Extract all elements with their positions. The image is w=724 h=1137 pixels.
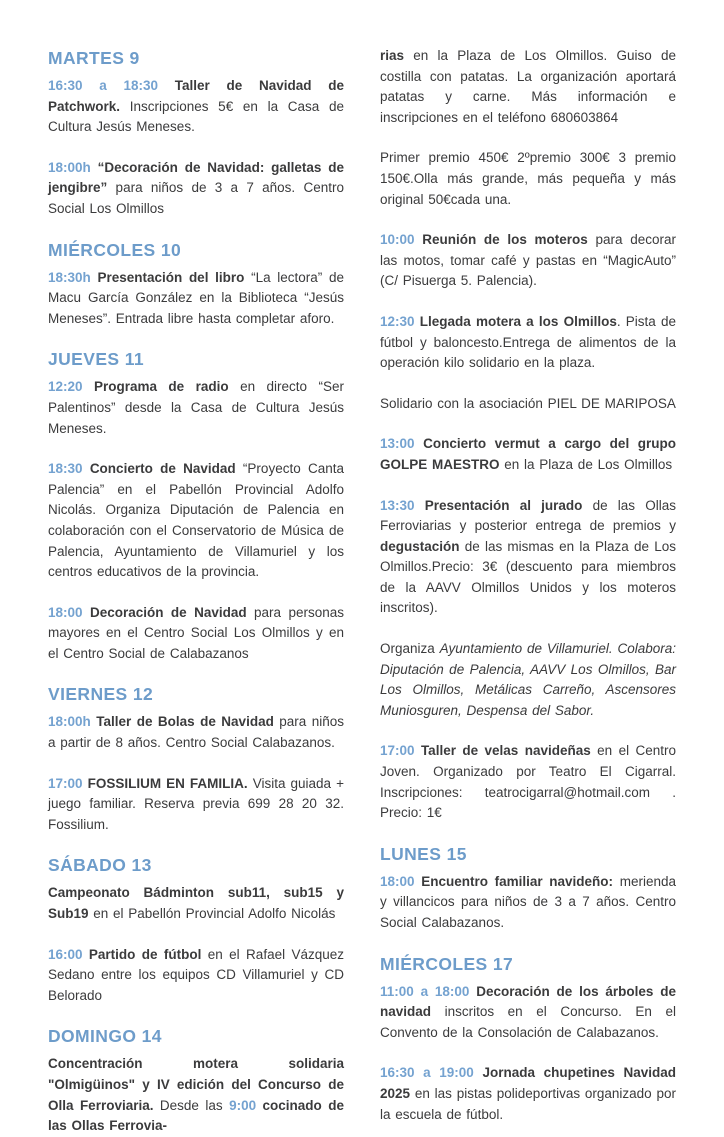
- event-paragraph: [48, 712, 344, 753]
- event-paragraph: [380, 741, 676, 823]
- text-run: Taller de Navidad de Patchwork.: [48, 78, 344, 114]
- text-run: merienda y villancicos para niños de 3 a 7 años. Centro Social Calabazanos.: [380, 873, 676, 930]
- day-heading: SÁBADO 13: [48, 855, 152, 876]
- text-run: para niños a partir de 8 años. Centro Social Calabazanos.: [48, 714, 345, 751]
- event-time: 12:20: [48, 379, 94, 395]
- day-heading: JUEVES 11: [48, 349, 145, 370]
- event-time: 17:00: [48, 775, 88, 791]
- text-run: Jornada chupetines Navidad 2025: [380, 1065, 676, 1101]
- event-paragraph: [380, 312, 676, 374]
- day-heading: VIERNES 12: [48, 684, 154, 705]
- text-run: Organiza: [380, 641, 440, 657]
- text-run: inscritos en el Concurso. En el Convento de la Consolación de Calabazanos.: [380, 1004, 676, 1040]
- text-run: Partido de fútbol: [88, 946, 202, 962]
- text-run: Concierto vermut a cargo del grupo GOLPE MAESTRO: [380, 436, 676, 472]
- text-run: Llegada motera a los Olmillos: [419, 313, 617, 329]
- event-time: 18:30: [48, 461, 90, 477]
- text-run: Decoración de los árboles de navidad: [380, 983, 676, 1020]
- text-run: de las mismas en la Plaza de Los Olmillos.Precio: 3€ (descuento para miembros de la AAVV Olmillos Unidos y los moteros inscritos).: [380, 538, 676, 616]
- event-time: 12:30: [380, 313, 420, 329]
- event-paragraph: [48, 774, 344, 836]
- text-run: cocinado de las Ollas Ferrovia-: [48, 1097, 344, 1134]
- text-run: Ayuntamiento de Villamuriel. Colabora: Diputación de Palencia, AAVV Los Olmillos, Bar Los Olmillos, Metálicas Carreño, Ascensores Muniosguren, Despensa del Sabor.: [380, 641, 677, 718]
- event-paragraph: [380, 394, 676, 415]
- left-column: [48, 46, 345, 1134]
- text-run: Taller de velas navideñas: [420, 743, 591, 759]
- event-paragraph: [48, 603, 344, 665]
- text-run: para decorar las motos, tomar café y pastas en “MagicAuto” (C/ Pisuerga 5. Palencia).: [380, 232, 676, 289]
- event-time: 11:00 a 18:00: [380, 983, 477, 999]
- text-run: en directo “Ser Palentinos” desde la Casa de Cultura Jesús Meneses.: [48, 379, 344, 436]
- event-paragraph: [48, 377, 344, 439]
- event-time: 18:30h: [48, 269, 98, 285]
- event-time: 13:30: [380, 497, 425, 513]
- text-run: para niños de 3 a 7 años. Centro Social Los Olmillos: [48, 180, 344, 216]
- event-paragraph: [380, 434, 676, 475]
- text-run: Primer premio 450€ 2ºpremio 300€ 3 premio 150€.Olla más grande, más pequeña y más original 50€cada una.: [380, 150, 676, 207]
- day-heading: MIÉRCOLES 10: [48, 239, 182, 260]
- text-run: en la Plaza de Los Olmillos: [499, 456, 673, 472]
- text-run: Presentación al jurado: [424, 497, 583, 513]
- text-run: Decoración de Navidad: [89, 604, 247, 620]
- text-run: Solidario con la asociación PIEL DE MARIPOSA: [380, 395, 676, 411]
- event-time: 18:00h: [48, 159, 98, 175]
- text-run: Programa de radio: [93, 379, 229, 395]
- day-heading: LUNES 15: [380, 843, 467, 864]
- event-paragraph: [380, 46, 676, 128]
- event-time: 9:00: [229, 1097, 257, 1113]
- text-run: degustación: [380, 538, 460, 554]
- event-time: 16:00: [48, 946, 89, 962]
- event-time: 16:30 a 19:00: [380, 1065, 483, 1081]
- text-run: “La lectora” de Macu García González en la Biblioteca “Jesús Meneses”. Entrada libre hasta completar aforo.: [48, 269, 344, 326]
- event-time: 16:30 a 18:30: [48, 78, 175, 93]
- day-heading: DOMINGO 14: [48, 1026, 162, 1047]
- text-run: Taller de Bolas de Navidad: [96, 714, 274, 730]
- text-run: Concentración motera solidaria "Olmigüinos" y IV edición del Concurso de Olla Ferroviaria.: [48, 1056, 344, 1113]
- text-run: para personas mayores en el Centro Social Los Olmillos y en el Centro Social de Calabazanos: [48, 604, 344, 661]
- text-run: Desde las: [153, 1097, 230, 1113]
- event-paragraph: [380, 230, 676, 292]
- event-paragraph: [48, 158, 344, 220]
- text-run: Concierto de Navidad: [89, 461, 236, 477]
- event-time: 10:00: [380, 232, 423, 248]
- text-run: en la Plaza de Los Olmillos. Guiso de costilla con patatas. La organización aportará patatas y carne. Más información e inscripciones en el teléfono 680603864: [380, 48, 676, 125]
- event-paragraph: [48, 883, 344, 924]
- day-heading: MARTES 9: [48, 48, 140, 68]
- text-run: . Pista de fútbol y baloncesto.Entrega de alimentos de la operación kilo solidario en la plaza.: [380, 313, 677, 371]
- event-paragraph: [380, 872, 676, 934]
- right-column: [380, 46, 677, 1122]
- event-paragraph: [48, 268, 344, 330]
- event-paragraph: [48, 1054, 344, 1136]
- text-run: de las Ollas Ferroviarias y posterior entrega de premios y: [380, 497, 676, 534]
- text-run: “Decoración de Navidad: galletas de jengibre”: [48, 159, 344, 196]
- text-run: Presentación del libro: [97, 269, 245, 285]
- text-run: en el Pabellón Provincial Adolfo Nicolás: [88, 906, 336, 922]
- event-time: 18:00h: [48, 714, 97, 730]
- event-paragraph: [380, 1063, 676, 1125]
- event-time: 17:00: [380, 743, 421, 759]
- text-run: en el Centro Joven. Organizado por Teatro El Cigarral. Inscripciones: teatrocigarral@hotmail.com . Precio: 1€: [380, 743, 677, 821]
- text-run: en las pistas polideportivas organizado por la escuela de fútbol.: [380, 1085, 676, 1122]
- event-time: 18:00: [380, 873, 422, 889]
- text-run: rias: [380, 48, 405, 63]
- event-paragraph: [380, 148, 676, 210]
- text-run: “Proyecto Canta Palencia” en el Pabellón Provincial Adolfo Nicolás. Organiza Diputación de Palencia en colaboración con el Conservatorio de Música de Palencia, Ayuntamiento de Villamuriel y los centros educativos de la provincia.: [48, 461, 345, 580]
- text-run: Visita guiada + juego familiar. Reserva previa 699 28 20 32. Fossilium.: [48, 775, 344, 832]
- text-run: Reunión de los moteros: [422, 232, 588, 248]
- event-paragraph: [48, 76, 344, 138]
- event-paragraph: [48, 945, 344, 1007]
- text-run: FOSSILIUM EN FAMILIA.: [87, 775, 248, 791]
- event-paragraph: [380, 982, 676, 1044]
- event-paragraph: [380, 496, 676, 620]
- day-heading: MIÉRCOLES 17: [380, 953, 514, 974]
- text-run: Inscripciones 5€ en la Casa de Cultura Jesús Meneses.: [48, 98, 344, 135]
- event-paragraph: [48, 459, 344, 583]
- text-run: Campeonato Bádminton sub11, sub15 y Sub19: [48, 885, 344, 922]
- event-time: 18:00: [48, 604, 90, 620]
- text-run: en el Rafael Vázquez Sedano entre los equipos CD Villamuriel y CD Belorado: [48, 946, 344, 1003]
- event-time: 13:00: [380, 436, 424, 452]
- event-paragraph: [380, 639, 676, 721]
- text-run: Encuentro familiar navideño:: [421, 873, 614, 889]
